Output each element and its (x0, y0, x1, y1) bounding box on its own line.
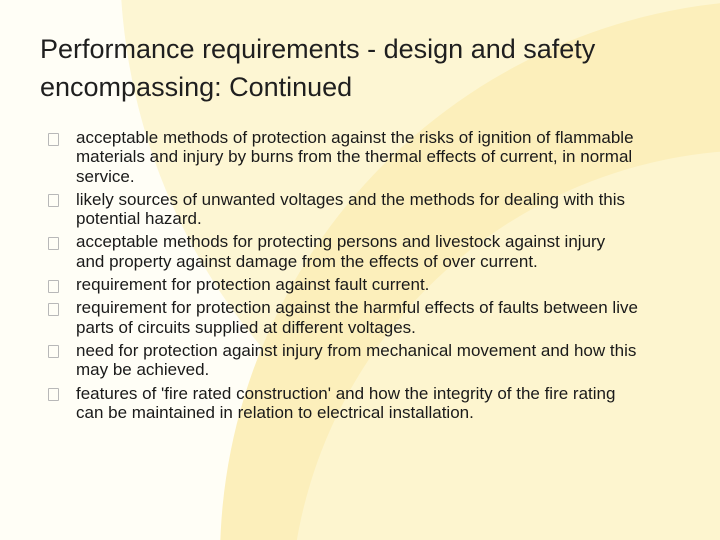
bullet-box-icon (48, 128, 76, 147)
bullet-text: acceptable methods of protection against the risks of ignition of flammable materials and injury by burns from the thermal effects of current, in normal service. (76, 128, 634, 186)
list-item (48, 341, 638, 380)
bullet-list (48, 128, 638, 426)
bullet-text: requirement for protection against the harmful effects of faults between live parts of circuits supplied at different voltages. (76, 298, 638, 337)
bullet-text: need for protection against injury from mechanical movement and how this may be achieved. (76, 340, 637, 380)
list-item (48, 190, 638, 229)
bullet-box-icon (48, 275, 76, 294)
bullet-text: acceptable methods for protecting persons and livestock against injury and property against damage from the effects of over current. (76, 232, 606, 271)
list-item (48, 275, 638, 294)
bullet-text: requirement for protection against fault current. (76, 275, 430, 295)
bullet-box-icon (48, 232, 76, 251)
bullet-box-icon (48, 298, 76, 317)
list-item (48, 298, 638, 337)
bullet-text: features of 'fire rated construction' and how the integrity of the fire rating can be maintained in relation to electrical installation. (76, 383, 616, 422)
bullet-text: likely sources of unwanted voltages and the methods for dealing with this potential hazard. (76, 189, 626, 229)
slide-title: Performance requirements - design and safety encompassing: Continued (40, 34, 596, 102)
bullet-box-icon (48, 384, 76, 403)
list-item (48, 128, 638, 186)
list-item (48, 384, 638, 423)
bullet-box-icon (48, 190, 76, 209)
bullet-box-icon (48, 341, 76, 360)
list-item (48, 232, 638, 271)
